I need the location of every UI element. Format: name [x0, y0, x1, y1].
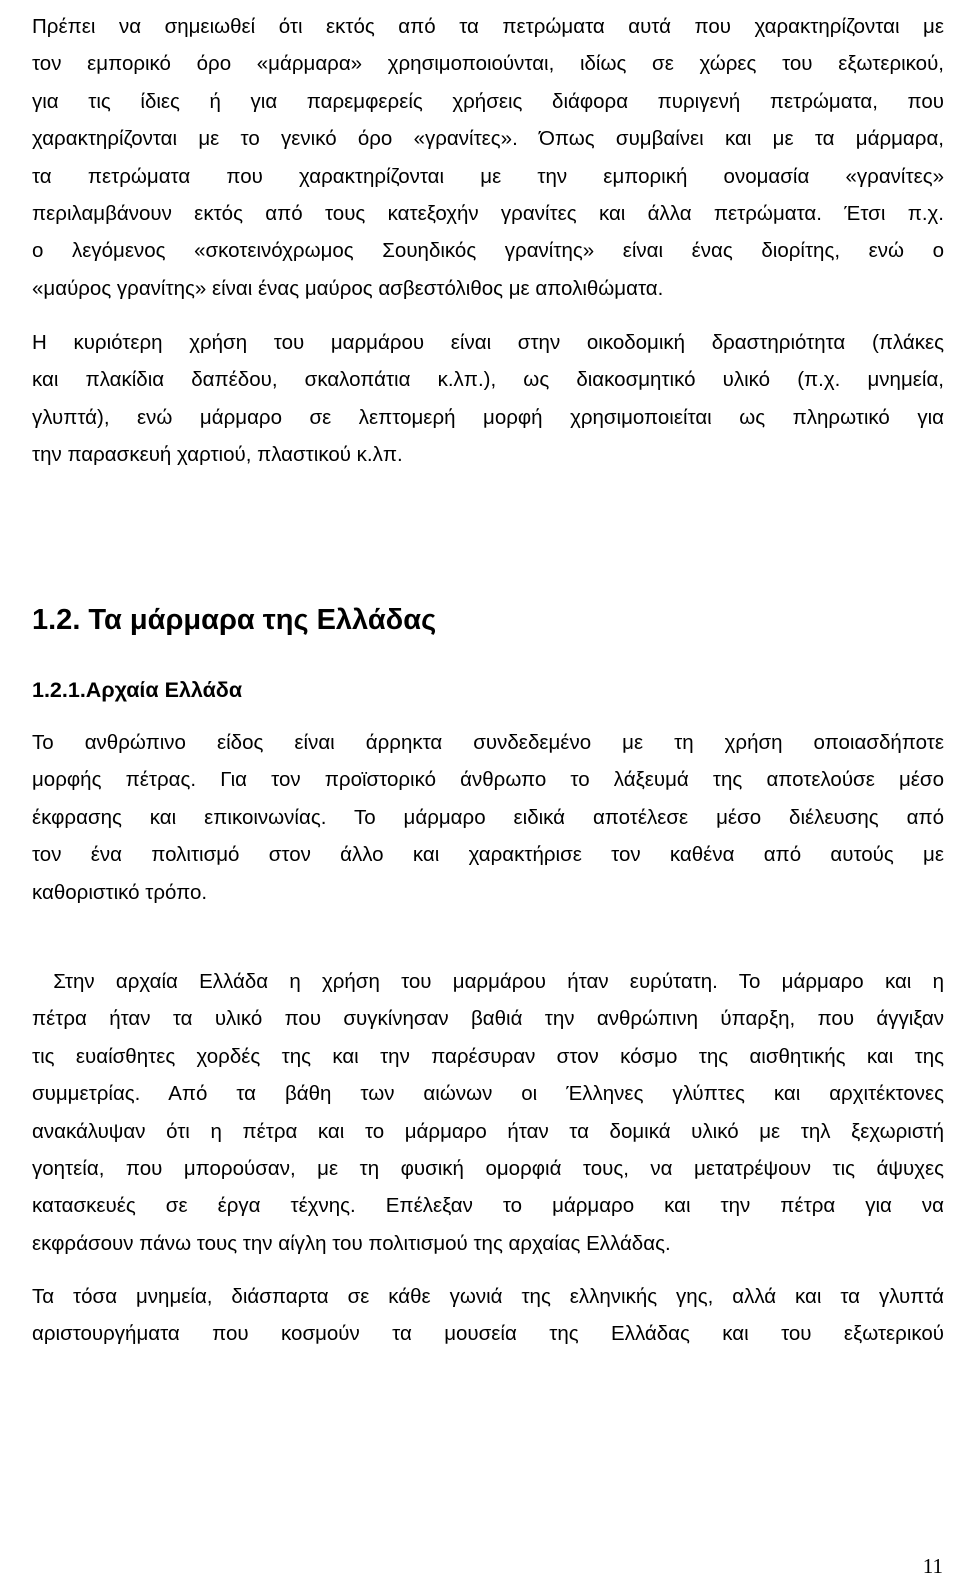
- text-line: τον ένα πολιτισμό στον άλλο και χαρακτήρισε τον καθένα από αυτούς με: [32, 843, 944, 867]
- text-line: γοητεία, που μπορούσαν, με τη φυσική ομορφιά τους, να μετατρέψουν τις άψυχες: [32, 1156, 944, 1180]
- text-line: Τα τόσα μνημεία, διάσπαρτα σε κάθε γωνιά της ελληνικής γης, αλλά και τα γλυπτά: [32, 1285, 944, 1308]
- paragraph-marble-uses: [32, 324, 944, 474]
- text-line: έκφρασης και επικοινωνίας. Το μάρμαρο ειδικά αποτέλεσε μέσο διέλευσης από: [32, 805, 944, 829]
- text-line: πέτρα ήταν τα υλικό που συγκίνησαν βαθιά την ανθρώπινη ύπαρξη, που άγγιξαν: [32, 1007, 944, 1031]
- text-line: «μαύρος γρανίτης» είναι ένας μαύρος ασβεστόλιθος με απολιθώματα.: [32, 276, 664, 300]
- paragraph-greek-granites: [32, 8, 944, 307]
- text-line: και πλακίδια δαπέδου, σκαλοπάτια κ.λπ.), ως διακοσμητικό υλικό (π.χ. μνημεία,: [32, 368, 944, 392]
- text-line: για τις ίδιες ή για παρεμφερείς χρήσεις διάφορα πυριγενή πετρώματα, που: [32, 89, 944, 113]
- text-line: χαρακτηρίζονται με το γενικό όρο «γρανίτες». Όπως συμβαίνει και με τα μάρμαρα,: [32, 127, 944, 151]
- text-line: τον εμπορικό όρο «μάρμαρα» χρησιμοποιούνται, ιδίως σε χώρες του εξωτερικού,: [32, 52, 944, 76]
- text-line: καθοριστικό τρόπο.: [32, 880, 208, 904]
- section-heading: 1.2. Τα μάρμαρα της Ελλάδας: [32, 604, 437, 636]
- paragraph-human-stone: [32, 724, 944, 911]
- text-line: τα πετρώματα που χαρακτηρίζονται με την εμπορική ονομασία «γρανίτες»: [32, 164, 944, 188]
- text-line: αριστουργήματα που κοσμούν τα μουσεία της Ελλάδας και του εξωτερικού: [32, 1322, 944, 1346]
- text-line: ο λεγόμενος «σκοτεινόχρωμος Σουηδικός γρανίτης» είναι ένας διορίτης, ενώ ο: [32, 239, 944, 263]
- text-line: Πρέπει να σημειωθεί ότι εκτός από τα πετρώματα αυτά που χαρακτηρίζονται με: [32, 15, 944, 38]
- text-line: την παρασκευή χαρτιού, πλαστικού κ.λπ.: [32, 443, 403, 467]
- paragraph-monuments: [32, 1278, 944, 1353]
- text-line: Η κυριότερη χρήση του μαρμάρου είναι στην οικοδομική δραστηριότητα (πλάκες: [32, 331, 944, 354]
- paragraph-ancient-greece: [32, 963, 944, 1262]
- text-line: συμμετρίας. Από τα βάθη των αιώνων οι Έλληνες γλύπτες και αρχιτέκτονες: [32, 1082, 944, 1106]
- text-line: κατασκευές σε έργα τέχνης. Επέλεξαν το μάρμαρο και την πέτρα για να: [32, 1194, 944, 1218]
- subsection-heading: 1.2.1.Αρχαία Ελλάδα: [32, 678, 243, 702]
- text-line: Το ανθρώπινο είδος είναι άρρηκτα συνδεδεμένο με τη χρήση οποιασδήποτε: [32, 731, 944, 754]
- text-line: μορφής πέτρας. Για τον προϊστορικό άνθρωπο το λάξευμά της αποτελούσε μέσο: [32, 768, 944, 792]
- text-line: εκφράσουν πάνω τους την αίγλη του πολιτισμού της αρχαίας Ελλάδας.: [32, 1231, 671, 1255]
- text-line: γλυπτά), ενώ μάρμαρο σε λεπτομερή μορφή χρησιμοποιείται ως πληρωτικό για: [32, 405, 944, 429]
- text-line: Στην αρχαία Ελλάδα η χρήση του μαρμάρου ήταν ευρύτατη. Το μάρμαρο και η: [32, 970, 944, 993]
- text-line: περιλαμβάνουν εκτός από τους κατεξοχήν γρανίτες και άλλα πετρώματα. Έτσι π.χ.: [32, 201, 944, 225]
- text-line: ανακάλυψαν ότι η πέτρα και το μάρμαρο ήταν τα δομικά υλικό με τηλ ξεχωριστή: [32, 1119, 944, 1143]
- page-number: 11: [922, 1554, 943, 1578]
- text-line: τις ευαίσθητες χορδές της και την παρέσυραν στον κόσμο της αισθητικής και της: [32, 1044, 944, 1068]
